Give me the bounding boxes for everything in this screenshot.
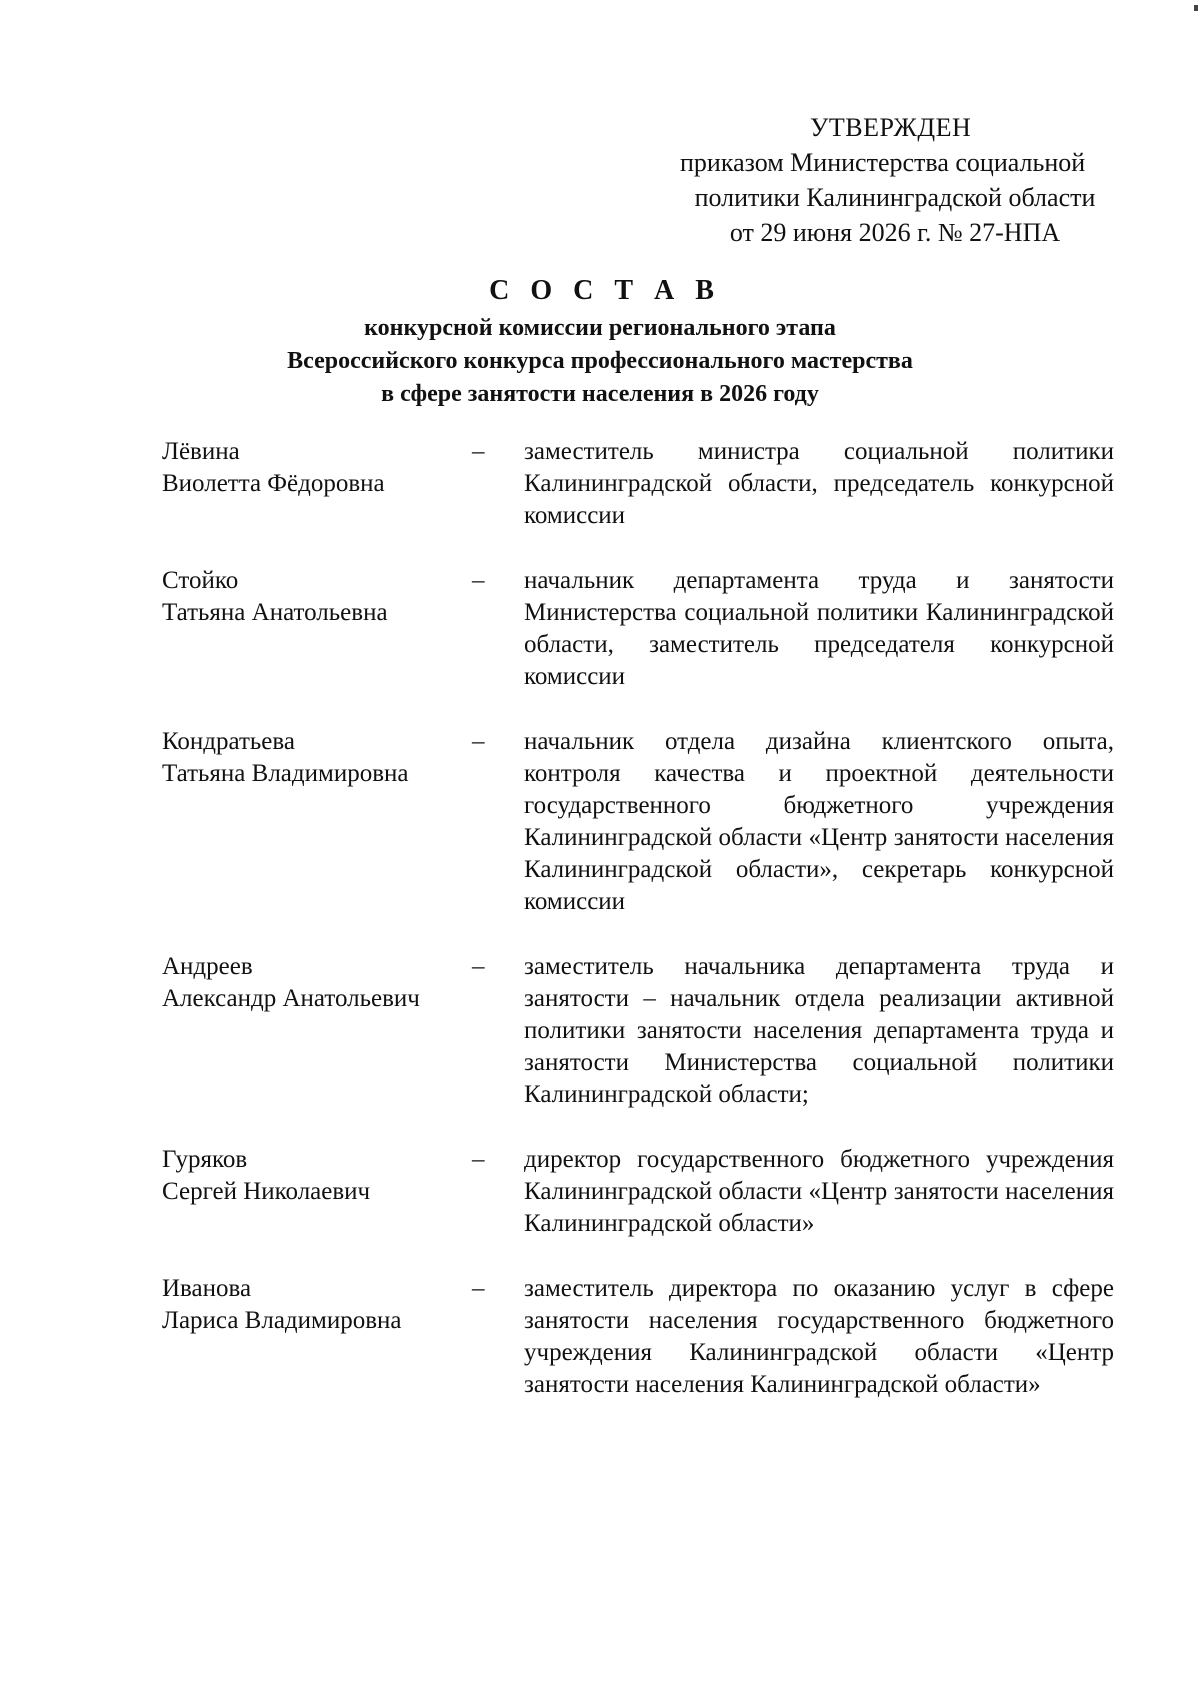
member-given-names: Лариса Владимировна — [162, 1307, 402, 1334]
member-name — [162, 565, 462, 629]
member-position: директор государственного бюджетного учреждения Калининградской области «Центр занятости населения Калининградской области» — [524, 1146, 1114, 1237]
member-row — [162, 1144, 1122, 1240]
scan-speck — [1194, 5, 1198, 11]
heading-line-2: Всероссийского конкурса профессионального мастерства — [287, 348, 913, 374]
dash-separator: – — [472, 1275, 485, 1302]
member-row — [162, 726, 1122, 918]
member-position: начальник отдела дизайна клиентского опыта, контроля качества и проектной деятельности государственного бюджетного учреждения Калининградской области «Центр занятости населения Калининградской области», секретарь конкурсной комиссии — [524, 728, 1114, 915]
member-surname: Лёвина — [162, 438, 240, 465]
member-surname: Андреев — [162, 953, 253, 980]
member-given-names: Сергей Николаевич — [162, 1178, 371, 1205]
document-title: С О С Т А В — [489, 275, 721, 306]
member-position: заместитель начальника департамента труда и занятости – начальник отдела реализации активной политики занятости населения департамента труда и занятости Министерства социальной политики Калининградской области; — [524, 953, 1114, 1108]
member-row — [162, 951, 1122, 1111]
member-position: начальник департамента труда и занятости Министерства социальной политики Калининградской области, заместитель председателя конкурсной комиссии — [524, 567, 1114, 690]
heading-line-3: в сфере занятости населения в 2026 году — [381, 381, 819, 407]
member-given-names: Татьяна Владимировна — [162, 760, 409, 787]
member-name — [162, 951, 462, 1015]
member-name — [162, 1273, 462, 1337]
member-row — [162, 436, 1122, 532]
document-heading — [0, 270, 1200, 411]
member-surname: Гуряков — [162, 1146, 248, 1173]
member-given-names: Александр Анатольевич — [162, 985, 420, 1012]
member-row — [162, 565, 1122, 693]
approval-date-line: от 29 июня 2026 г. № 27-НПА — [729, 218, 1061, 247]
member-surname: Кондратьева — [162, 728, 295, 755]
approval-title: УТВЕРЖДЕН — [810, 113, 972, 142]
member-name — [162, 726, 462, 790]
heading-line-1: конкурсной комиссии регионального этапа — [364, 315, 836, 341]
approval-ministry-line: политики Калининградской области — [694, 183, 1096, 212]
member-position: заместитель министра социальной политики Калининградской области, председатель конкурсной комиссии — [524, 438, 1114, 529]
member-position: заместитель директора по оказанию услуг в сфере занятости населения государственного бюджетного учреждения Калининградской области «Центр занятости населения Калининградской области» — [524, 1275, 1114, 1398]
dash-separator: – — [472, 728, 485, 755]
member-given-names: Виолетта Фёдоровна — [162, 470, 385, 497]
dash-separator: – — [472, 438, 485, 465]
member-name — [162, 1144, 462, 1208]
approval-stamp-block — [660, 110, 1120, 250]
member-row — [162, 1273, 1122, 1401]
member-name — [162, 436, 462, 500]
dash-separator: – — [472, 567, 485, 594]
commission-member-list — [162, 436, 1122, 1434]
dash-separator: – — [472, 953, 485, 980]
approval-order-line: приказом Министерства социальной — [680, 148, 1086, 177]
dash-separator: – — [472, 1146, 485, 1173]
member-surname: Стойко — [162, 567, 239, 594]
member-given-names: Татьяна Анатольевна — [162, 599, 388, 626]
member-surname: Иванова — [162, 1275, 252, 1302]
